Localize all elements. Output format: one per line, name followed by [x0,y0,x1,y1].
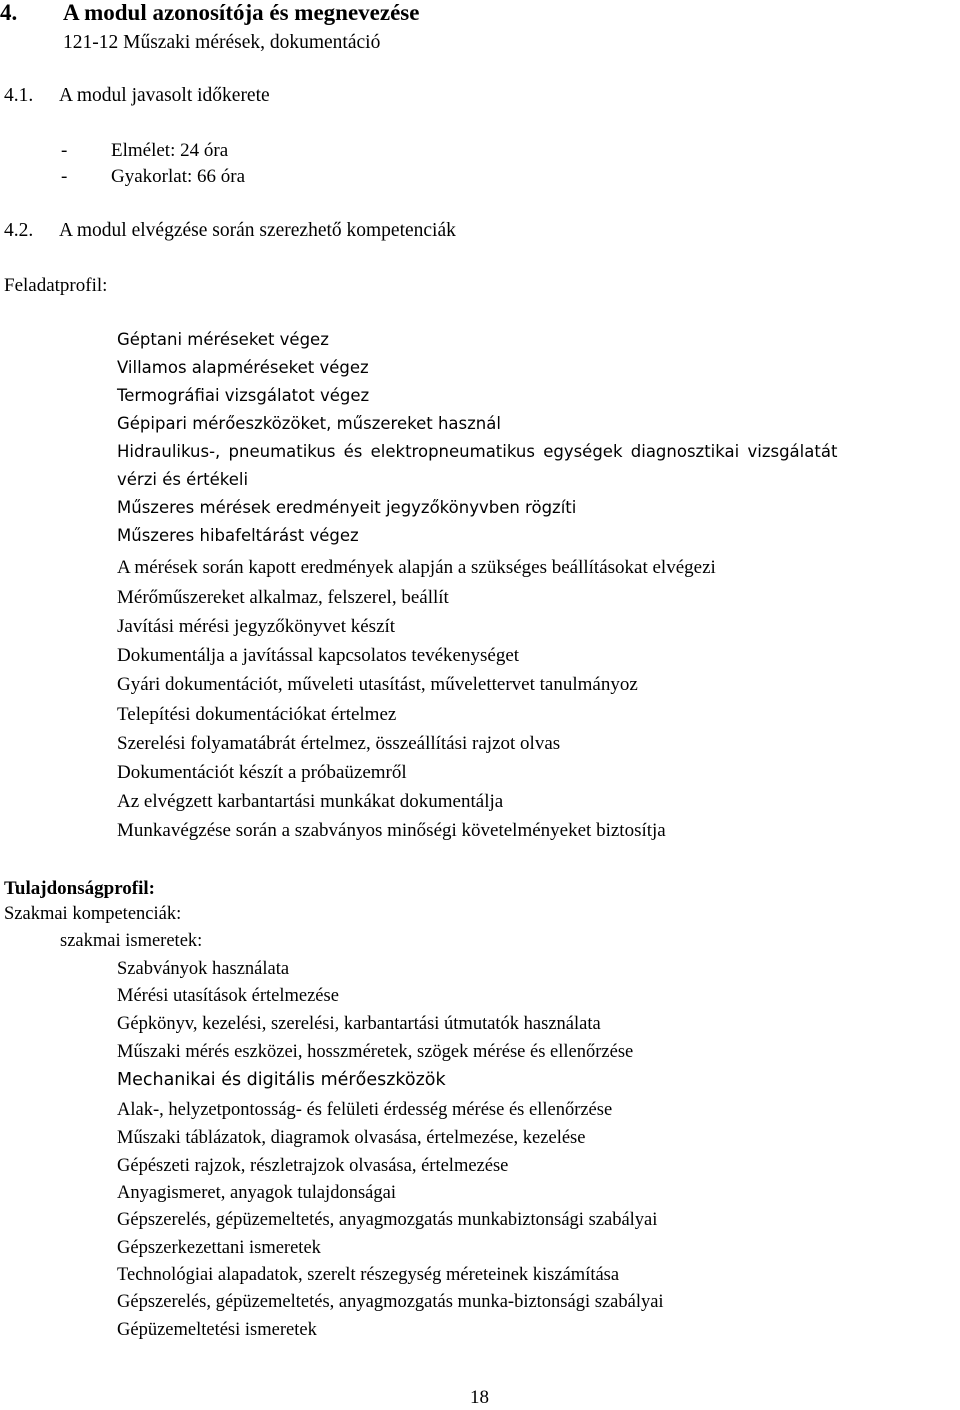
list-item: Gépészeti rajzok, részletrajzok olvasása, értelmezése [117,1156,509,1176]
list-item: Gépüzemeltetési ismeretek [117,1320,317,1340]
list-item: Műszeres mérések eredményeit jegyzőkönyvben rögzíti [117,498,577,517]
list-item: Mérőműszereket alkalmaz, felszerel, beállít [117,587,449,608]
list-item: Géptani méréseket végez [117,330,329,349]
list-item: Szabványok használata [117,959,290,979]
page-number: 18 [470,1387,489,1408]
list-item: Gépszerelés, gépüzemeltetés, anyagmozgatás munkabiztonsági szabályai [117,1210,658,1230]
list-item: Gépipari mérőeszközöket, műszereket használ [117,414,501,433]
list-item: Az elvégzett karbantartási munkákat dokumentálja [117,791,504,812]
list-item: Anyagismeret, anyagok tulajdonságai [117,1183,396,1203]
list-item: Munkavégzése során a szabványos minőségi követelményeket biztosítja [117,820,666,841]
list-item: Műszaki mérés eszközei, hosszméretek, szögek mérése és ellenőrzése [117,1042,634,1062]
list-item: Termográfiai vizsgálatot végez [117,386,370,405]
list-item: Gépszerkezettani ismeretek [117,1238,321,1258]
section-title: A modul javasolt időkerete [59,85,270,106]
module-code-title: 121-12 Műszaki mérések, dokumentáció [63,32,381,53]
list-bullet: - [61,140,68,161]
list-item: Javítási mérési jegyzőkönyvet készít [117,616,396,637]
section-title: A modul azonosítója és megnevezése [63,0,420,25]
list-item: Dokumentációt készít a próbaüzemről [117,762,407,783]
tulajdonsagprofil-heading: Tulajdonságprofil: [4,878,155,899]
section-number: 4.1. [4,85,34,106]
list-bullet: - [61,166,68,187]
list-item: Gyári dokumentációt, műveleti utasítást, művelettervet tanulmányoz [117,674,638,695]
list-item: A mérések során kapott eredmények alapján a szükséges beállításokat elvégezi [117,557,716,578]
section-number: 4. [0,0,18,25]
szakmai-kompetenciak-subheading: Szakmai kompetenciák: [4,904,182,924]
list-item: Műszaki táblázatok, diagramok olvasása, értelmezése, kezelése [117,1128,586,1148]
list-item: Mérési utasítások értelmezése [117,986,339,1006]
list-item: Dokumentálja a javítással kapcsolatos tevékenységet [117,645,520,666]
list-item: Műszeres hibafeltárást végez [117,526,359,545]
list-item: Technológiai alapadatok, szerelt részegység méreteinek kiszámítása [117,1265,620,1285]
section-title: A modul elvégzése során szerezhető kompetenciák [59,220,456,241]
list-item: Gépkönyv, kezelési, szerelési, karbantartási útmutatók használata [117,1014,601,1034]
list-item: Szerelési folyamatábrát értelmez, összeállítási rajzot olvas [117,733,561,754]
list-item: Telepítési dokumentációkat értelmez [117,704,397,725]
list-item: Gépszerelés, gépüzemeltetés, anyagmozgatás munka-biztonsági szabályai [117,1292,664,1312]
list-item: vérzi és értékeli [117,470,249,489]
list-item: Villamos alapméréseket végez [117,358,369,377]
list-item: Mechanikai és digitális mérőeszközök [117,1070,446,1090]
list-item: Elmélet: 24 óra [111,140,229,161]
list-item: Alak-, helyzetpontosság- és felületi érdesség mérése és ellenőrzése [117,1100,613,1120]
feladatprofil-heading: Feladatprofil: [4,275,108,296]
section-number: 4.2. [4,220,34,241]
list-item: Gyakorlat: 66 óra [111,166,246,187]
list-item: Hidraulikus-, pneumatikus és elektropneumatikus egységek diagnosztikai vizsgálatát [117,442,838,461]
szakmai-ismeretek-group: szakmai ismeretek: [60,931,203,951]
